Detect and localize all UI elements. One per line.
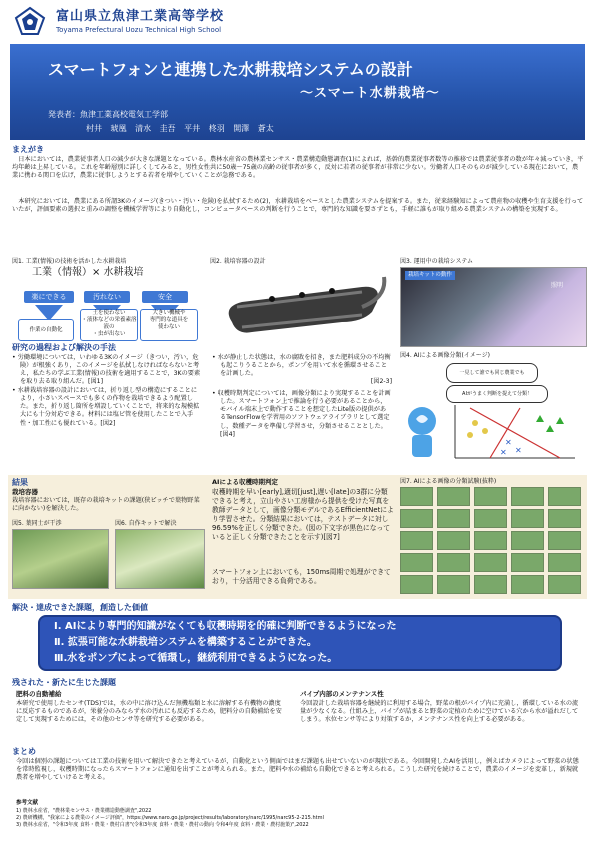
fig7-thumbnail-grid	[400, 487, 584, 595]
fig7-thumb	[511, 531, 544, 550]
fig7-thumb	[474, 509, 507, 528]
fig3-light-label: 照明	[551, 282, 564, 289]
fig5-caption: 図5. 葉同士が干渉	[12, 520, 62, 527]
fig7-thumb	[548, 553, 581, 572]
fig7-thumb	[400, 575, 433, 594]
method-heading: 研究の過程および解決の手法	[12, 343, 116, 352]
ref-2: 2) 農研機構，"我家による農業のイメージ評価"，https://www.naro.go.jp/project/results/laboratory/narc/1995/narc95-2-215.html	[16, 815, 324, 821]
school-name-jp: 富山県立魚津工業高等学校	[56, 9, 225, 24]
value-line-3: Ⅲ.水をポンプによって循環し，継続利用できるようになった。	[54, 653, 338, 664]
fig4-diagram	[400, 361, 585, 466]
fig1-badge-easy: 楽にできる	[24, 291, 74, 303]
svg-text:✕: ✕	[500, 448, 507, 457]
method-col2	[212, 354, 392, 439]
fig3-photo	[400, 267, 587, 347]
fig4-classification-plot	[450, 403, 580, 463]
results-ai-text: 収穫時期を早い[early],適切[just],遅い[late]の3群に分類できると考え，立山やさい工房様から提供を受けた写真を教師データとして，画像分類モデルであるEfficientNetにより学習させた。分類結果においては，テストデータに対し96.59%を正しく分類できた。(図の下文字が黒色になっていると正しく分類できたことを示す)[図7]	[212, 488, 394, 541]
fig7-thumb	[548, 509, 581, 528]
svg-text:✕: ✕	[515, 446, 522, 455]
remaining-sub-2: パイプ内部のメンテナンス性	[300, 690, 384, 698]
fig1-box-automation: 作業の自動化	[18, 319, 74, 341]
fig7-thumb	[474, 575, 507, 594]
school-name-en: Toyama Prefectural Uozu Technical High School	[56, 26, 222, 34]
results-sub-container: 栽培容器	[12, 488, 38, 496]
method-bullet-4: • 収穫時期判定については，画像分類により実現することを計画した。スマートフォン上で推論を行う必要があることから，モバイル端末上で動作することを想定したLite版の提供があるTensorFlowを学習用のソフトウェアライブラリとして選定し，数種データを準備し学習させ，分類させることとした。[図4]	[212, 390, 391, 438]
ref-1: 1) 農林水産省，"農林業センサス・農業構造動態調査",2022	[16, 808, 152, 814]
method-bullet-1: • 労働環境については，いわゆる3Kのイメージ（きつい，汚い，危険）が根強くあり，このイメージを払拭しなければならないと考え，私たちの学ぶ工業(情報)の技術を適用することで，3Kの要素を取り去る取り組んだ。[図1]	[12, 354, 201, 386]
fig7-thumb	[548, 487, 581, 506]
method-col1	[12, 354, 202, 428]
method-bullet-3-ref: [図2-3]	[370, 378, 392, 386]
method-bullet-3-text: 水が静止した状態は，水の腐敗を招き，また肥料成分の不均衡も起こりうることから，ポンプを用いて水を循環させることを計画した。	[217, 354, 391, 378]
summary-heading: まとめ	[12, 747, 36, 756]
fig7-caption: 図7. AIによる画像の分類試験(抜粋)	[400, 478, 497, 485]
ai-brain-icon	[402, 401, 442, 461]
fig3-caption: 図3. 運用中の栽培システム	[400, 258, 474, 265]
fig7-thumb	[400, 487, 433, 506]
fig4-bubble-1: 一見して誰でも同じ農業でも	[446, 363, 538, 383]
fig5-photo	[12, 529, 109, 589]
fig1-badge-clean: 汚れない	[84, 291, 130, 303]
fig7-thumb	[511, 487, 544, 506]
remaining-text-2: 今回設計した栽培容器を継続的に利用する場合，野菜の根がパイプ内に充満し，循環している水の流量が少なくなる。仕組み上，パイプが詰まると野菜の定植のために空けている穴から水が溢れだしてしまう。水位センサ等により対策するか，メンテナンス性を向上する必要がある。	[300, 700, 579, 724]
fig7-thumb	[437, 553, 470, 572]
members: 村井 琥凰 清水 圭吾 平井 柊羽 開澤 蒼太	[86, 124, 274, 133]
fig2-pipe-illustration	[212, 267, 392, 352]
fig1-box-soil: 土を使わない ・液体などの栄養素溶液の ・虫が出ない	[80, 309, 138, 341]
summary-text: 今回は個別の課題については工業の技術を用いて解決できたと考えているが，自動化という側面ではまだ課題も出せていないのが現状である。今回開発したAIを活用し，例えばカメラによって野菜の状態を常時監視し，収穫時期になったらスマートフォンに通知を出すことが考えられる。また，肥料や水の補給も自動化できると考えられる。こうした研究を続けることで，農業のイメージを変革し，新規就農者を増やしていけると考える。	[16, 758, 579, 782]
ref-3: 3) 農林水産省，"令和3年度 食料・農業・農村白書"(令和3年度 食料・農業・農村の動向 令和4年度 食料・農業・農村施策)",2022	[16, 822, 309, 828]
fig7-thumb	[511, 553, 544, 572]
fig1-headline: 工業（情報）× 水耕栽培	[32, 267, 144, 278]
method-bullet-3: • 水が静止した状態は，水の腐敗を招き，また肥料成分の不均衡も起こりうることから，ポンプを用いて水を循環させることを計画した。	[212, 354, 391, 378]
fig7-thumb	[400, 531, 433, 550]
value-line-2: Ⅱ. 拡張可能な水耕栽培システムを構築することができた。	[54, 637, 317, 648]
remaining-sub-1: 肥料の自動補給	[16, 690, 62, 698]
method-bullet-1-text: 労働環境については，いわゆる3Kのイメージ（きつい，汚い，危険）が根強くあり，このイメージを払拭しなければならないと考え，私たちの学ぶ工業(情報)の技術を適用することで，3Kの要素を取り去る取り組んだ。[図1]	[17, 354, 201, 386]
presenter: 発表者：魚津工業高校電気工学部	[48, 110, 168, 119]
fig1-box-machine: 大きい機械や 専門的な道具を 使わない	[140, 309, 198, 341]
results-sub-ai: AIによる収穫時期判定	[212, 478, 278, 486]
fig1-diagram	[12, 267, 202, 349]
intro-paragraph-2: 本研究においては，農業にある所謂3Kのイメージ(きつい・汚い・危険)を払拭するため(2)，水耕栽培をベースとした農業システムを提案する。また，従来経験知によって農産物の収穫や生育支援を行っていたが，評価要素の選択と重みの調整を機械学習等により自動化し，コンピュータベースの判断を行うことで，専門的な知識を要さずとも，手軽に誰もが取り組める農業システムの構築を実現する。	[12, 198, 584, 214]
fig3-label: 栽培キットの動作	[405, 271, 455, 280]
fig4-bubble-2: AIがうまく判断を提えて分類！	[446, 385, 548, 403]
fig7-thumb	[548, 531, 581, 550]
svg-text:✕: ✕	[505, 438, 512, 447]
fig7-thumb	[511, 509, 544, 528]
remaining-text-1: 本研究で使用したセンサ(TDS)では，水の中に溶け込んだ無機塩類と水に溶解する有機物の濃度に反応するものであるが，栄養分のみならず水の汚れにも反応するため，肥料分の自動補給を安定して実現するためには，その他のセンサ等を研究する必要がある。	[16, 700, 282, 724]
fig7-thumb	[437, 575, 470, 594]
fig7-thumb	[437, 487, 470, 506]
value-line-1: Ⅰ. AIにより専門的知識がなくても収穫時期を的確に判断できるようになった	[54, 621, 397, 632]
fig2-caption: 図2. 栽培容器の設計	[210, 258, 266, 265]
fig6-photo	[115, 529, 205, 589]
fig7-thumb	[474, 487, 507, 506]
fig7-thumb	[474, 553, 507, 572]
method-bullet-4-text: 収穫時期判定については，画像分類により実現することを計画した。スマートフォン上で推論を行う必要があることから，モバイル端末上で動作することを想定したLite版の提供があるTensorFlowを学習用のソフトウェアライブラリとして選定し，数種データを準備し学習させ，分類させることとした。[図4]	[217, 390, 391, 438]
refs-heading: 参考文献	[16, 800, 39, 806]
school-logo-icon	[14, 6, 46, 36]
remaining-heading: 残された・新たに生じた課題	[12, 678, 116, 687]
results-heading: 結果	[12, 478, 28, 487]
fig7-thumb	[511, 575, 544, 594]
fig7-thumb	[437, 531, 470, 550]
fig7-thumb	[437, 509, 470, 528]
fig1-badge-safe: 安全	[142, 291, 188, 303]
fig1-caption: 図1. 工業(情報)の技術を活かした水耕栽培	[12, 258, 127, 265]
results-ai-text-2: スマートフォン上においても，150ms周期で処理ができており，十分活用できる負荷である。	[212, 568, 391, 585]
value-box	[38, 615, 562, 671]
fig7-thumb	[474, 531, 507, 550]
method-bullet-2: • 水耕栽培容器の設計においては，折り返し型の構造にすることにより，小さいスペースでも多くの作物を栽培できるよう配置した。また，折り返し箇所を増設していくことで，将来的な規模拡大にも十分対応できる。材料には塩ビ管を使用したことで入手性・加工性にも優れている。[図2]	[12, 387, 200, 427]
intro-heading: まえがき	[12, 145, 44, 154]
intro-paragraph-1: 日本においては，農業従事者人口の減少が大きな課題となっている。農林水産省の農林業センサス・農業構造動態調査(1)によれば，基幹的農業従事者数等の推移では農業従事者の数が年々減っていき，平均年齢は上昇している。これを年齢層別に詳しくしてみると，男性女性共に50歳〜75歳の高齢の従事者が多く，反対に若者の従事者が非常に少ない。労働者人口そのものが減少している現在において，農業に携わる関口を広げ，農業に従事しようとする若者を増やしていくことが急務である。	[12, 156, 584, 180]
page-subtitle: 〜スマート水耕栽培〜	[300, 86, 440, 101]
fig4-caption: 図4. AIによる画像分類(イメージ)	[400, 352, 491, 359]
page-title: スマートフォンと連携した水耕栽培システムの設計	[48, 60, 413, 79]
fig7-thumb	[400, 553, 433, 572]
value-heading: 解決・達成できた課題，創造した価値	[12, 603, 148, 612]
fig6-caption: 図6. 自作キットで解決	[115, 520, 177, 527]
method-bullet-2-text: 水耕栽培容器の設計においては，折り返し型の構造にすることにより，小さいスペースでも多くの作物を栽培できるよう配置した。また，折り返し箇所を増設していくことで，将来的な規模拡大にも十分対応できる。材料には塩ビ管を使用したことで入手性・加工性にも優れている。[図2]	[17, 387, 200, 427]
fig7-thumb	[548, 575, 581, 594]
results-container-text: 栽培容器においては，既存の栽培キットの課題(狭ピッチで葉物野菜に向かない)を解決した。	[12, 497, 200, 513]
fig7-thumb	[400, 509, 433, 528]
